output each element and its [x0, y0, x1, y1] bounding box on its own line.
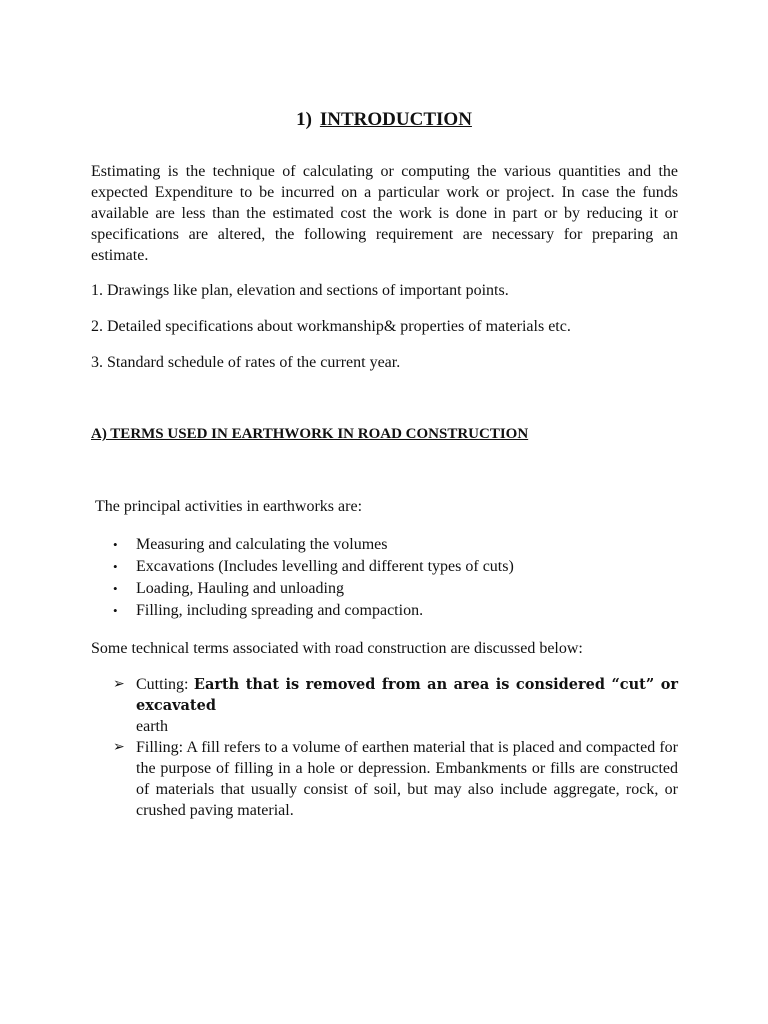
activities-intro: The principal activities in earthworks are: — [95, 498, 363, 515]
list-item-text: Excavations (Includes levelling and different types of cuts) — [136, 558, 514, 575]
list-item — [113, 578, 673, 600]
term-definition: Earth that is removed from an area is considered “cut” or excavated — [136, 676, 679, 714]
term-cutting-body — [136, 674, 678, 737]
bullet-icon: • — [113, 603, 118, 618]
section-heading: A) TERMS USED IN EARTHWORK IN ROAD CONSTRUCTION — [91, 426, 529, 442]
bullet-icon: • — [113, 537, 118, 552]
terms-intro: Some technical terms associated with road construction are discussed below: — [91, 640, 583, 657]
term-filling-body: Filling: A fill refers to a volume of earthen material that is placed and compacted for the purpose of filling in a hole or depression. Embankments or fills are constructed of materials that usually consist of soil, but may also include aggregate, rock, or crushed paving material. — [136, 739, 678, 819]
list-item — [113, 600, 673, 622]
title-number: 1) — [296, 109, 312, 130]
requirement-item: 1. Drawings like plan, elevation and sections of important points. — [91, 282, 509, 299]
arrow-bullet-icon: ➢ — [113, 740, 125, 755]
list-item-text: Loading, Hauling and unloading — [136, 580, 344, 597]
arrow-bullet-icon: ➢ — [113, 677, 125, 692]
activities-list — [113, 534, 673, 622]
term-definition-tail: earth — [136, 718, 168, 735]
bullet-icon: • — [113, 581, 118, 596]
list-item-text: Measuring and calculating the volumes — [136, 536, 388, 553]
page-title — [0, 109, 768, 131]
intro-paragraph: Estimating is the technique of calculating or computing the various quantities and the expected Expenditure to be incurred on a particular work or project. In case the funds available are less than the estimated cost the work is done in part or by reducing it or specifications are altered, the following requirement are necessary for preparing an estimate. — [91, 163, 678, 264]
term-label: Cutting: — [136, 676, 189, 693]
requirement-item: 2. Detailed specifications about workmanship& properties of materials etc. — [91, 318, 571, 335]
list-item — [113, 534, 673, 556]
list-item-text: Filling, including spreading and compaction. — [136, 602, 424, 619]
title-text: INTRODUCTION — [319, 109, 472, 130]
bullet-icon: • — [113, 559, 118, 574]
list-item — [113, 556, 673, 578]
requirement-item: 3. Standard schedule of rates of the current year. — [91, 354, 401, 371]
